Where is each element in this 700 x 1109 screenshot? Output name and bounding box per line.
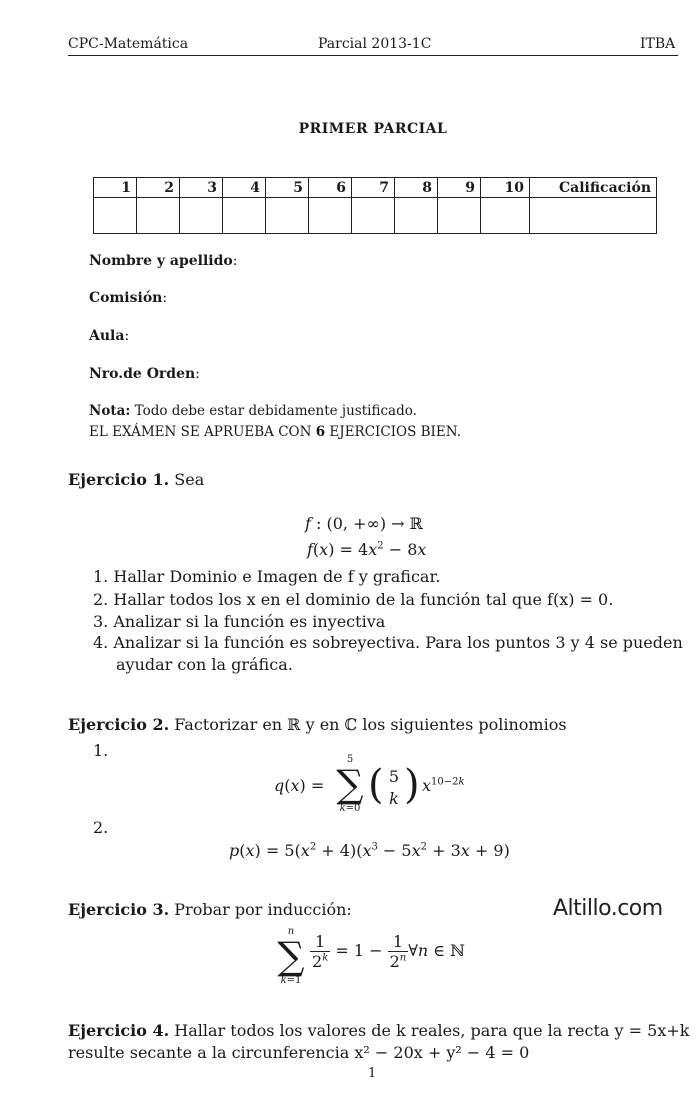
formula-f-definition: $f(x) = 4x^2 - 8x$ (307, 540, 427, 559)
ej1-item-1 (93, 567, 440, 586)
grade-cell[interactable] (180, 198, 223, 234)
grade-col-4: 4 (223, 178, 266, 198)
formula-induction-rhs: $\frac{1}{2^k}$ = 1 − $\frac{1}{2^n}$ ∀n ∈ ℕ (312, 932, 465, 971)
nota-label: Nota: (89, 403, 131, 419)
sum-symbol: ∑ (336, 762, 364, 806)
grade-cell[interactable] (438, 198, 481, 234)
grade-col-6: 6 (309, 178, 352, 198)
ejercicio-4-text: Hallar todos los valores de k reales, para que la recta y = 5x+k (174, 1021, 690, 1040)
nota-line2 (89, 424, 461, 440)
fraction-rhs (388, 932, 409, 971)
item-text: Analizar si la función es sobreyectiva. Para los puntos 3 y 4 se pueden (113, 633, 683, 652)
field-nombre (89, 253, 237, 269)
ejercicio-3-label: Ejercicio 3. (68, 900, 170, 919)
item-text: Hallar todos los x en el dominio de la función tal que f(x) = 0. (113, 590, 614, 609)
grade-cell[interactable] (395, 198, 438, 234)
grade-col-10: 10 (481, 178, 530, 198)
page-number: 1 (368, 1066, 377, 1081)
binom-left-paren: ( (368, 762, 384, 808)
grade-table (93, 177, 657, 234)
binom-bottom: k (389, 789, 399, 808)
grade-col-1: 1 (94, 178, 137, 198)
grade-col-8: 8 (395, 178, 438, 198)
sum-lower: k=0 (339, 803, 361, 814)
grade-cell[interactable] (137, 198, 180, 234)
ej1-item-3 (93, 612, 385, 631)
item-number: 1. (93, 567, 109, 586)
ejercicio-4-line2: resulte secante a la circunferencia x² − 20x + y² − 4 = 0 (68, 1043, 530, 1062)
nota-line2-c: EJERCICIOS BIEN. (329, 424, 461, 440)
grade-col-7: 7 (352, 178, 395, 198)
altillo-watermark: Altillo.com (553, 896, 663, 921)
ejercicio-3-intro: Probar por inducción: (174, 900, 352, 919)
field-aula (89, 328, 129, 344)
grade-cell[interactable] (481, 198, 530, 234)
field-colon: : (124, 328, 130, 344)
grade-col-3: 3 (180, 178, 223, 198)
sum-symbol: ∑ (277, 934, 305, 978)
grade-col-2: 2 (137, 178, 180, 198)
ejercicio-2-label: Ejercicio 2. (68, 715, 170, 734)
grade-col-9: 9 (438, 178, 481, 198)
field-colon: : (232, 253, 238, 269)
item-text: Analizar si la función es inyectiva (113, 612, 386, 631)
sum-lower: k=1 (280, 975, 302, 986)
ejercicio-3-heading (68, 900, 352, 919)
header-right: ITBA (640, 36, 676, 52)
ej2-item-2: 2. (93, 818, 109, 837)
grade-cell[interactable] (309, 198, 352, 234)
field-label: Comisión (89, 290, 163, 306)
formula-p: $p(x) = 5(x^2 + 4)(x^3 - 5x^2 + 3x + 9)$ (229, 841, 510, 860)
field-comision (89, 290, 167, 306)
field-colon: : (195, 366, 200, 382)
ej1-item-4-cont: ayudar con la gráfica. (116, 655, 293, 674)
grade-cell[interactable] (223, 198, 266, 234)
exam-title: PRIMER PARCIAL (298, 121, 448, 137)
header-rule (68, 55, 678, 56)
item-number: 4. (93, 633, 109, 652)
item-number: 3. (93, 612, 109, 631)
ej1-item-4 (93, 633, 683, 652)
fraction-num: 1 (310, 932, 330, 952)
header-left: CPC-Matemática (68, 36, 189, 52)
item-text: Hallar Dominio e Imagen de f y graficar. (113, 567, 441, 586)
field-label: Nro.de Orden (89, 366, 196, 382)
ejercicio-1-heading (68, 470, 204, 489)
formula-q-lhs: q(x) = (274, 776, 325, 795)
fraction-lhs (310, 932, 330, 971)
field-label: Nombre y apellido (89, 253, 233, 269)
field-colon: : (162, 290, 168, 306)
ejercicio-1-intro: Sea (174, 470, 205, 489)
header-center: Parcial 2013-1C (318, 36, 432, 52)
grade-table-entry-row (94, 198, 657, 234)
field-label: Aula (89, 328, 125, 344)
ejercicio-2-heading (68, 715, 567, 734)
ejercicio-2-intro: Factorizar en ℝ y en ℂ los siguientes polinomios (174, 715, 567, 734)
formula-q-power: $x^{10-2k}$ (422, 776, 465, 795)
nota-line2-b: 6 (315, 424, 326, 440)
grade-col-5: 5 (266, 178, 309, 198)
sum-upper: 5 (346, 754, 354, 765)
fraction-den: 2$^k$ (312, 952, 329, 971)
nota-line2-a: EL EXÁMEN SE APRUEBA CON (89, 424, 312, 440)
formula-q-sum (335, 754, 365, 814)
grade-cell[interactable] (266, 198, 309, 234)
field-nro-orden (89, 366, 200, 382)
binom-right-paren: ) (404, 762, 420, 808)
nota-line1 (89, 403, 417, 419)
binom-top: 5 (388, 767, 400, 786)
ejercicio-1-label: Ejercicio 1. (68, 470, 170, 489)
formula-f-domain: f : (0, +∞) → ℝ (305, 514, 423, 533)
ejercicio-4-label: Ejercicio 4. (68, 1021, 170, 1040)
grade-col-calificacion: Calificación (530, 178, 657, 198)
nota-text: Todo debe estar debidamente justificado. (134, 403, 417, 419)
fraction-den: 2$^n$ (389, 952, 407, 971)
grade-cell[interactable] (530, 198, 657, 234)
item-number: 2. (93, 590, 109, 609)
ej2-item-1: 1. (93, 741, 109, 760)
sum-upper: n (287, 926, 295, 937)
grade-cell[interactable] (94, 198, 137, 234)
grade-cell[interactable] (352, 198, 395, 234)
ejercicio-4-line1 (68, 1021, 689, 1040)
ej1-item-2 (93, 590, 613, 609)
fraction-num: 1 (388, 932, 409, 952)
grade-table-header-row (94, 178, 657, 198)
formula-induction-sum (276, 926, 306, 986)
